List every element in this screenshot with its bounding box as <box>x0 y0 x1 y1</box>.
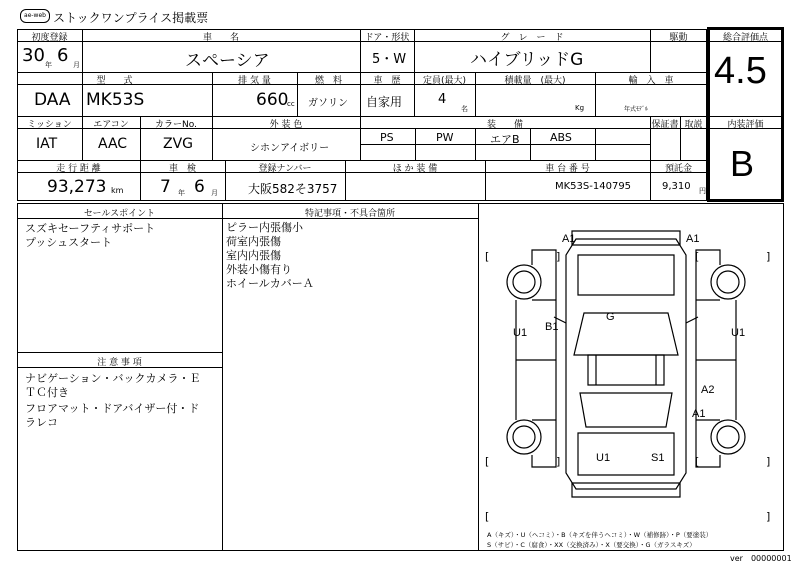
insp-year-unit: 年 <box>178 189 185 197</box>
header-load: 積載量 (最大) <box>504 76 566 86</box>
header-name: 車 名 <box>202 33 239 43</box>
header-chassis: 車 台 番 号 <box>545 164 590 174</box>
header-model: 型 式 <box>96 76 133 86</box>
list-item: ラレコ <box>25 416 58 429</box>
bracket-open: [ <box>695 250 700 263</box>
list-item: ピラー内張傷小 <box>226 221 303 234</box>
header-warranty: 保証書 <box>651 120 679 130</box>
equip-pw: PW <box>436 131 454 144</box>
header-score: 総合評価点 <box>722 33 768 43</box>
equip-ps: PS <box>380 131 394 144</box>
import-note: 年式ﾓﾃﾞﾙ <box>624 106 649 113</box>
history: 自家用 <box>366 95 403 109</box>
list-item: ナビゲーション・バックカメラ・Ｅ <box>25 372 201 385</box>
header-sales-point: セールスポイント <box>83 209 156 219</box>
damage-mark-u1-left: U1 <box>513 327 528 339</box>
mileage-unit: km <box>111 186 124 195</box>
insp-year: 7 <box>160 177 171 197</box>
header-other-equip: ほ か 装 備 <box>392 164 438 174</box>
header-deposit: 預託金 <box>664 164 692 174</box>
header-grade: グ レ ー ド <box>500 33 564 43</box>
bracket-close: ] <box>766 250 771 263</box>
legend-line-2: S（サビ）・C（腐食）・XX（交換済み）・X（要交換）・G（ガラスキズ） <box>487 541 696 549</box>
bracket-open: [ <box>485 250 490 263</box>
header-import: 輸 入 車 <box>628 76 674 86</box>
list-item: プッシュスタート <box>25 236 113 249</box>
insp-month-unit: 月 <box>211 189 218 197</box>
ext-color: シホンアイボリー <box>250 143 330 154</box>
header-inspection: 車 検 <box>168 164 196 174</box>
capacity-unit: 名 <box>461 105 468 113</box>
header-notes: 注 意 事 項 <box>97 358 142 368</box>
bracket-open: [ <box>695 455 700 468</box>
list-item: スズキセーフティサポート <box>25 222 156 235</box>
logo <box>20 9 50 23</box>
damage-mark-a2: A2 <box>701 384 715 396</box>
header-door: ドア・形状 <box>364 33 410 43</box>
header-displacement: 排 気 量 <box>238 76 271 86</box>
equip-airbag: エアB <box>490 133 520 146</box>
list-item: フロアマット・ドアバイザー付・ド <box>25 402 200 415</box>
damage-mark-a1-front-left: A1 <box>562 233 576 245</box>
mileage: 93,273 <box>47 177 107 197</box>
bracket-open: [ <box>485 455 490 468</box>
chassis-no: MK53S-140795 <box>555 181 632 192</box>
page-title: ストックワンプライス掲載票 <box>53 11 209 25</box>
header-ext-color: 外 装 色 <box>269 120 303 130</box>
interior-score: B <box>730 143 755 184</box>
header-interior: 内装評価 <box>727 120 764 130</box>
damage-mark-s1: S1 <box>651 452 665 464</box>
capacity: 4 <box>438 92 447 107</box>
bracket-close: ] <box>556 250 561 263</box>
bracket-close: ] <box>766 510 771 523</box>
header-first-reg: 初度登録 <box>31 33 68 43</box>
header-fuel: 燃 料 <box>314 76 342 86</box>
sales-points-list <box>25 222 155 250</box>
reg-year: 30 <box>22 45 45 66</box>
insp-month: 6 <box>194 177 205 197</box>
mission: IAT <box>36 136 58 152</box>
color-no: ZVG <box>163 136 194 152</box>
damage-mark-a1-front-right: A1 <box>686 233 700 245</box>
bracket-close: ] <box>766 455 771 468</box>
header-plate: 登録ナンバー <box>258 164 312 174</box>
reg-month: 6 <box>57 45 69 66</box>
damage-mark-a1-rear: A1 <box>692 408 706 420</box>
list-item: 室内内張傷 <box>226 249 281 262</box>
damage-mark-g: G <box>606 311 615 323</box>
list-item: ホイールカバーＡ <box>226 277 314 290</box>
header-manual: 取説 <box>684 120 703 130</box>
main-frame <box>17 29 707 201</box>
header-capacity: 定員(最大) <box>422 76 467 86</box>
aircon: AAC <box>98 136 128 152</box>
header-mission: ミッション <box>27 120 72 130</box>
reg-month-unit: 月 <box>73 61 80 69</box>
header-drive: 駆動 <box>669 33 688 43</box>
load-unit: Kg <box>575 104 585 112</box>
model-prefix: DAA <box>34 90 71 110</box>
grade: ハイブリッドG <box>470 50 584 70</box>
door-type: 5・W <box>372 52 407 67</box>
damage-mark-u1-rear: U1 <box>596 452 611 464</box>
header-equipment: 装 備 <box>486 120 523 130</box>
special-notes-list <box>226 221 314 291</box>
model-code: MK53S <box>86 90 145 110</box>
bracket-close: ] <box>556 455 561 468</box>
equip-abs: ABS <box>550 131 572 144</box>
deposit-unit: 円 <box>699 187 706 195</box>
list-item: 外装小傷有り <box>226 263 292 276</box>
reg-year-unit: 年 <box>45 61 52 69</box>
bracket-open: [ <box>485 510 490 523</box>
logo-text: ae-web <box>24 12 46 19</box>
total-score: 4.5 <box>714 50 767 92</box>
notes-list <box>25 372 201 430</box>
damage-mark-u1-right: U1 <box>731 327 746 339</box>
header-color-no: カラーNo. <box>155 120 197 130</box>
list-item: ＴＣ付き <box>25 386 69 399</box>
displacement-unit: cc <box>287 100 295 108</box>
deposit: 9,310 <box>662 181 691 192</box>
header-mileage: 走 行 距 離 <box>56 164 101 174</box>
header-aircon: エアコン <box>93 120 129 130</box>
fuel: ガソリン <box>308 98 348 109</box>
list-item: 荷室内張傷 <box>226 235 281 248</box>
header-history: 車 歴 <box>373 76 401 86</box>
damage-mark-b1: B1 <box>545 321 559 333</box>
car-diagram <box>480 205 780 527</box>
plate: 大阪582そ3757 <box>248 182 338 196</box>
car-name: スペーシア <box>185 51 270 71</box>
version-label: ver 00000001 <box>730 554 792 563</box>
displacement: 660 <box>256 90 289 110</box>
header-special: 特記事項・不具合箇所 <box>304 209 395 219</box>
legend-line-1: A（キズ）・U（ヘコミ）・B（キズを伴うヘコミ）・W（補修跡）・P（要塗装） <box>487 531 713 539</box>
